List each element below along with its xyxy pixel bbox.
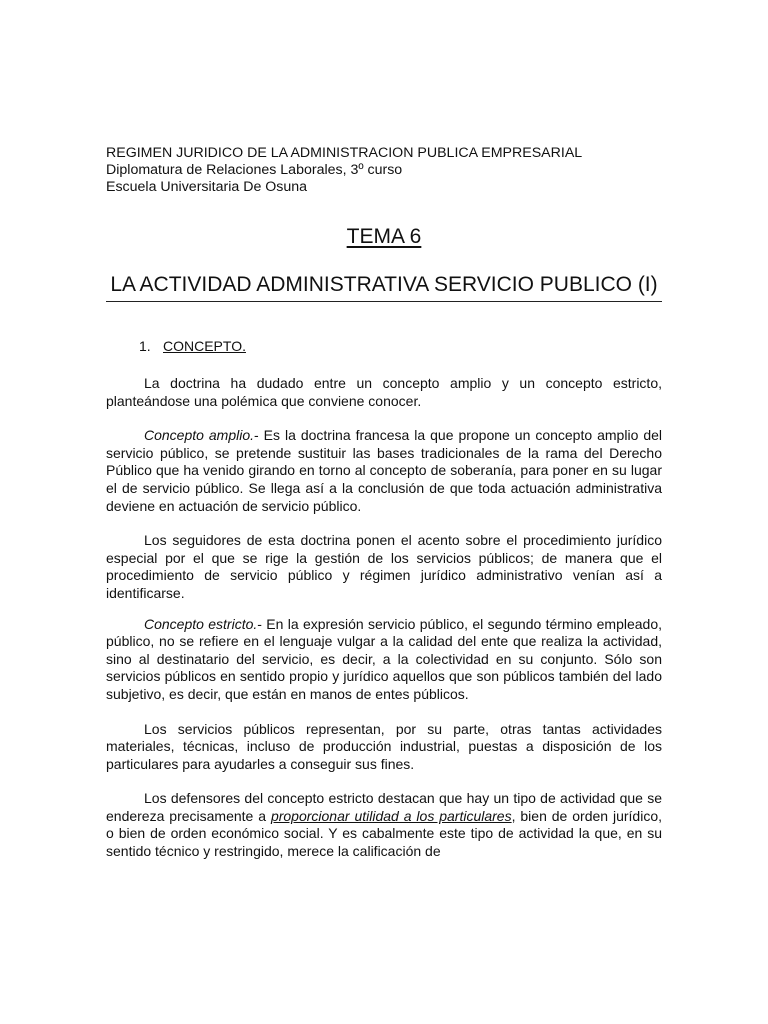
header-degree: Diplomatura de Relaciones Laborales, 3º curso — [106, 162, 403, 178]
section-heading — [139, 338, 662, 355]
section-number: 1. — [139, 338, 151, 354]
paragraph-servicios-publicos: Los servicios públicos representan, por su parte, otras tantas actividades materiales, técnicas, incluso de producción industrial, puestas a disposición de los particulares para ayudarles a conseguir sus fines. — [106, 720, 662, 772]
section-title: CONCEPTO. — [163, 338, 246, 354]
tema-heading: TEMA 6 — [346, 225, 422, 248]
term-concepto-estricto: Concepto estricto. — [144, 615, 258, 632]
term-concepto-amplio: Concepto amplio. — [144, 427, 255, 444]
paragraph-intro: La doctrina ha dudado entre un concepto amplio y un concepto estricto, planteándose una polémica que conviene conocer. — [106, 375, 662, 409]
paragraph-defensores — [106, 790, 662, 860]
document-header — [106, 145, 662, 196]
paragraph-concepto-estricto — [106, 616, 662, 704]
paragraph-concepto-estricto-text: - En la expresión servicio público, el segundo término empleado, público, no se refiere en el lenguaje vulgar a la calidad del ente que realiza la actividad, sino al destinatario del servicio, es decir, a la colectividad en su conjunto. Sólo son servicios públicos en sentido propio y jurídico aquellos que son públicos también del lado subjetivo, es decir, que están en manos de entes públicos. — [106, 615, 662, 702]
header-school: Escuela Universitaria De Osuna — [106, 179, 308, 195]
header-course-title: REGIMEN JURIDICO DE LA ADMINISTRACION PUBLICA EMPRESARIAL — [106, 145, 583, 161]
emphasis-utilidad: proporcionar utilidad a los particulares — [270, 807, 512, 824]
paragraph-concepto-amplio-text: - Es la doctrina francesa la que propone un concepto amplio del servicio público, se pretende sustituir las bases tradicionales de la rama del Derecho Público que ha venido girando en torno al concepto de soberanía, para poner en su lugar el de servicio público. Se llega así a la conclusión de que toda actuación administrativa deviene en actuación de servicio público. — [106, 427, 662, 514]
paragraph-seguidores: Los seguidores de esta doctrina ponen el acento sobre el procedimiento jurídico especial por el que se rige la gestión de los servicios públicos; de manera que el procedimiento de servicio público y régimen jurídico administrativo venían así a identificarse. — [106, 532, 662, 601]
main-title: LA ACTIVIDAD ADMINISTRATIVA SERVICIO PUBLICO (I) — [106, 272, 662, 302]
paragraph-concepto-amplio — [106, 427, 662, 515]
document-page — [106, 145, 662, 861]
paragraph-defensores-text-b: , bien de orden jurídico, o bien de orden económico social. Y es cabalmente este tipo de actividad la que, en su sentido técnico y restringido, merece la calificación de — [106, 807, 662, 860]
paragraph-defensores-text-a: Los defensores del concepto estricto destacan que hay un tipo de actividad que se endereza precisamente a — [106, 790, 662, 824]
